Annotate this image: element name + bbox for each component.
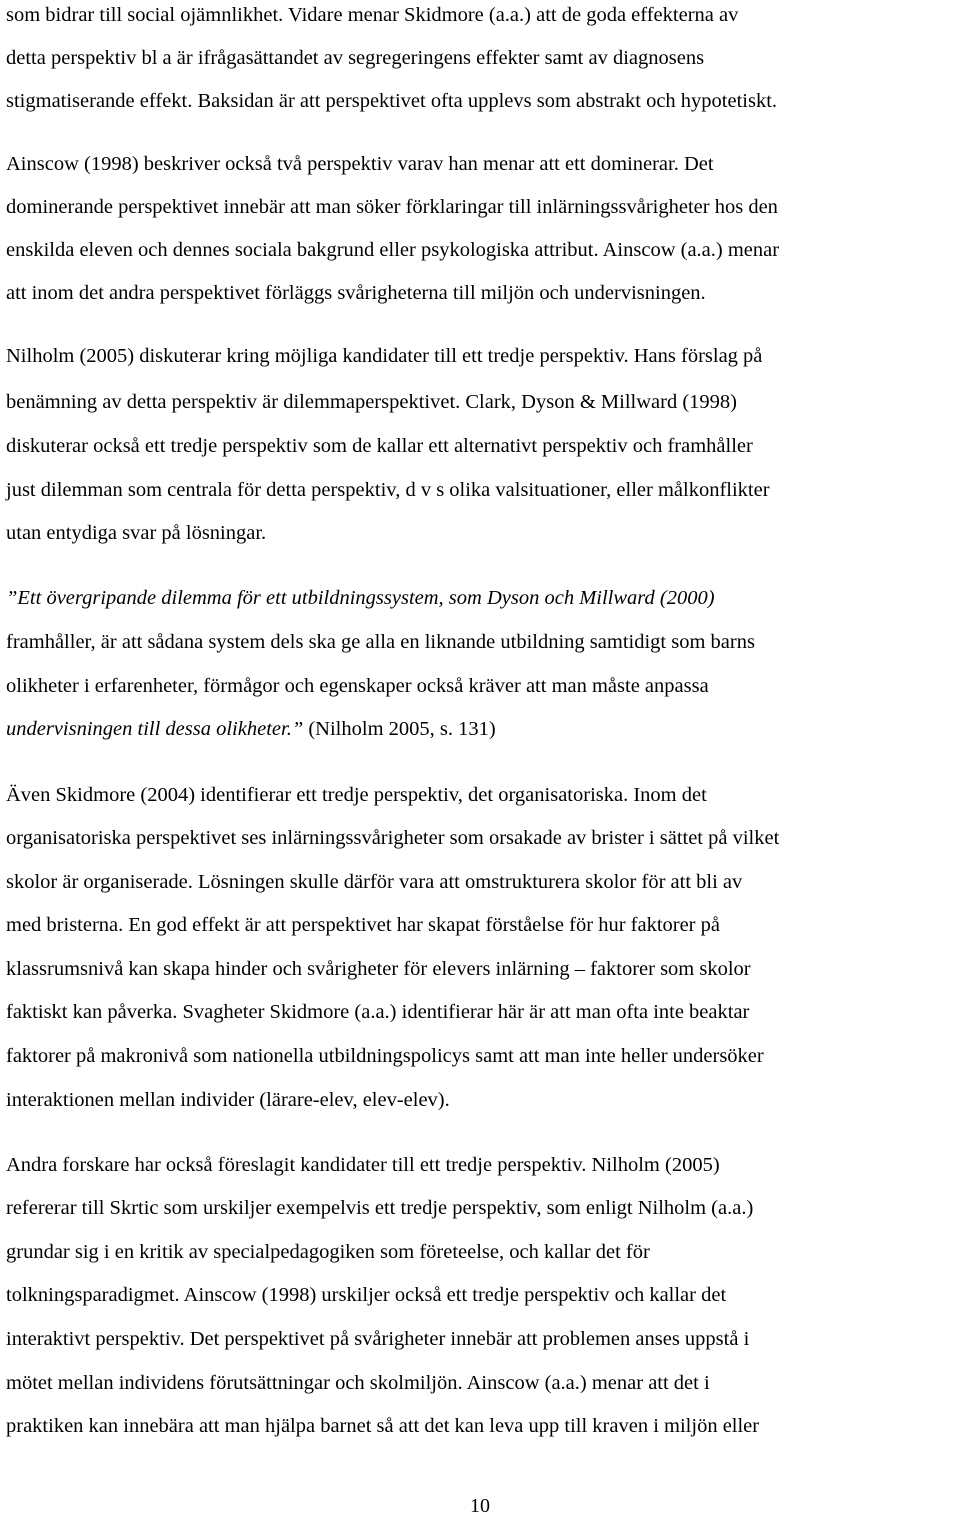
text-line: refererar till Skrtic som urskiljer exempelvis ett tredje perspektiv, som enligt Nilholm (a.a.)	[6, 1197, 754, 1219]
text-line: faktorer på makronivå som nationella utbildningspolicys samt att man inte heller undersöker	[6, 1045, 764, 1067]
text-line: interaktionen mellan individer (lärare-elev, elev-elev).	[6, 1089, 450, 1111]
text-line: detta perspektiv bl a är ifrågasättandet av segregeringens effekter samt av diagnosens	[6, 47, 705, 69]
text-line: dominerande perspektivet innebär att man söker förklaringar till inlärningssvårigheter hos den	[6, 196, 778, 218]
quote-line: olikheter i erfarenheter, förmågor och egenskaper också kräver att man måste anpassa	[6, 675, 709, 697]
text-line: tolkningsparadigmet. Ainscow (1998) urskiljer också ett tredje perspektiv och kallar det	[6, 1284, 727, 1306]
text-line: med bristerna. En god effekt är att perspektivet har skapat förståelse för hur faktorer på	[6, 914, 720, 936]
text-line: interaktivt perspektiv. Det perspektivet på svårigheter innebär att problemen anses uppstå i	[6, 1328, 750, 1350]
text-line: Även Skidmore (2004) identifierar ett tredje perspektiv, det organisatoriska. Inom det	[6, 784, 707, 806]
text-line: just dilemman som centrala för detta perspektiv, d v s olika valsituationer, eller målkonflikter	[6, 479, 770, 501]
text-line: faktiskt kan påverka. Svagheter Skidmore (a.a.) identifierar här är att man ofta inte beaktar	[6, 1001, 750, 1023]
text-line: Ainscow (1998) beskriver också två perspektiv varav han menar att ett dominerar. Det	[6, 153, 714, 175]
text-line: organisatoriska perspektivet ses inlärningssvårigheter som orsakade av brister i sättet på vilket	[6, 827, 780, 849]
quote-italic-text: undervisningen till dessa olikheter.”	[6, 718, 304, 740]
quote-line: framhåller, är att sådana system dels ska ge alla en liknande utbildning samtidigt som barns	[6, 631, 755, 653]
text-line: Andra forskare har också föreslagit kandidater till ett tredje perspektiv. Nilholm (2005)	[6, 1154, 720, 1176]
text-line: mötet mellan individens förutsättningar och skolmiljön. Ainscow (a.a.) menar att det i	[6, 1372, 710, 1394]
text-line: praktiken kan innebära att man hjälpa barnet så att det kan leva upp till kraven i miljön eller	[6, 1415, 760, 1437]
text-line: benämning av detta perspektiv är dilemmaperspektivet. Clark, Dyson & Millward (1998)	[6, 391, 737, 413]
page-number: 10	[470, 1495, 490, 1517]
text-line: stigmatiserande effekt. Baksidan är att perspektivet ofta upplevs som abstrakt och hypotetiskt.	[6, 90, 778, 112]
text-line: enskilda eleven och dennes sociala bakgrund eller psykologiska attribut. Ainscow (a.a.) menar	[6, 239, 780, 261]
text-line: grundar sig i en kritik av specialpedagogiken som företeelse, och kallar det för	[6, 1241, 650, 1263]
text-line: Nilholm (2005) diskuterar kring möjliga kandidater till ett tredje perspektiv. Hans förslag på	[6, 345, 763, 367]
text-line: som bidrar till social ojämnlikhet. Vidare menar Skidmore (a.a.) att de goda effekterna av	[6, 4, 739, 26]
text-line: skolor är organiserade. Lösningen skulle därför vara att omstrukturera skolor för att bli av	[6, 871, 743, 893]
text-line: klassrumsnivå kan skapa hinder och svårigheter för elevers inlärning – faktorer som skolor	[6, 958, 751, 980]
text-line: diskuterar också ett tredje perspektiv som de kallar ett alternativt perspektiv och framhåller	[6, 435, 753, 457]
quote-line	[6, 717, 496, 741]
quote-line: ”Ett övergripande dilemma för ett utbildningssystem, som Dyson och Millward (2000)	[6, 587, 715, 609]
quote-citation: (Nilholm 2005, s. 131)	[303, 718, 496, 740]
text-line: utan entydiga svar på lösningar.	[6, 522, 267, 544]
text-line: att inom det andra perspektivet förläggs svårigheterna till miljön och undervisningen.	[6, 282, 706, 304]
